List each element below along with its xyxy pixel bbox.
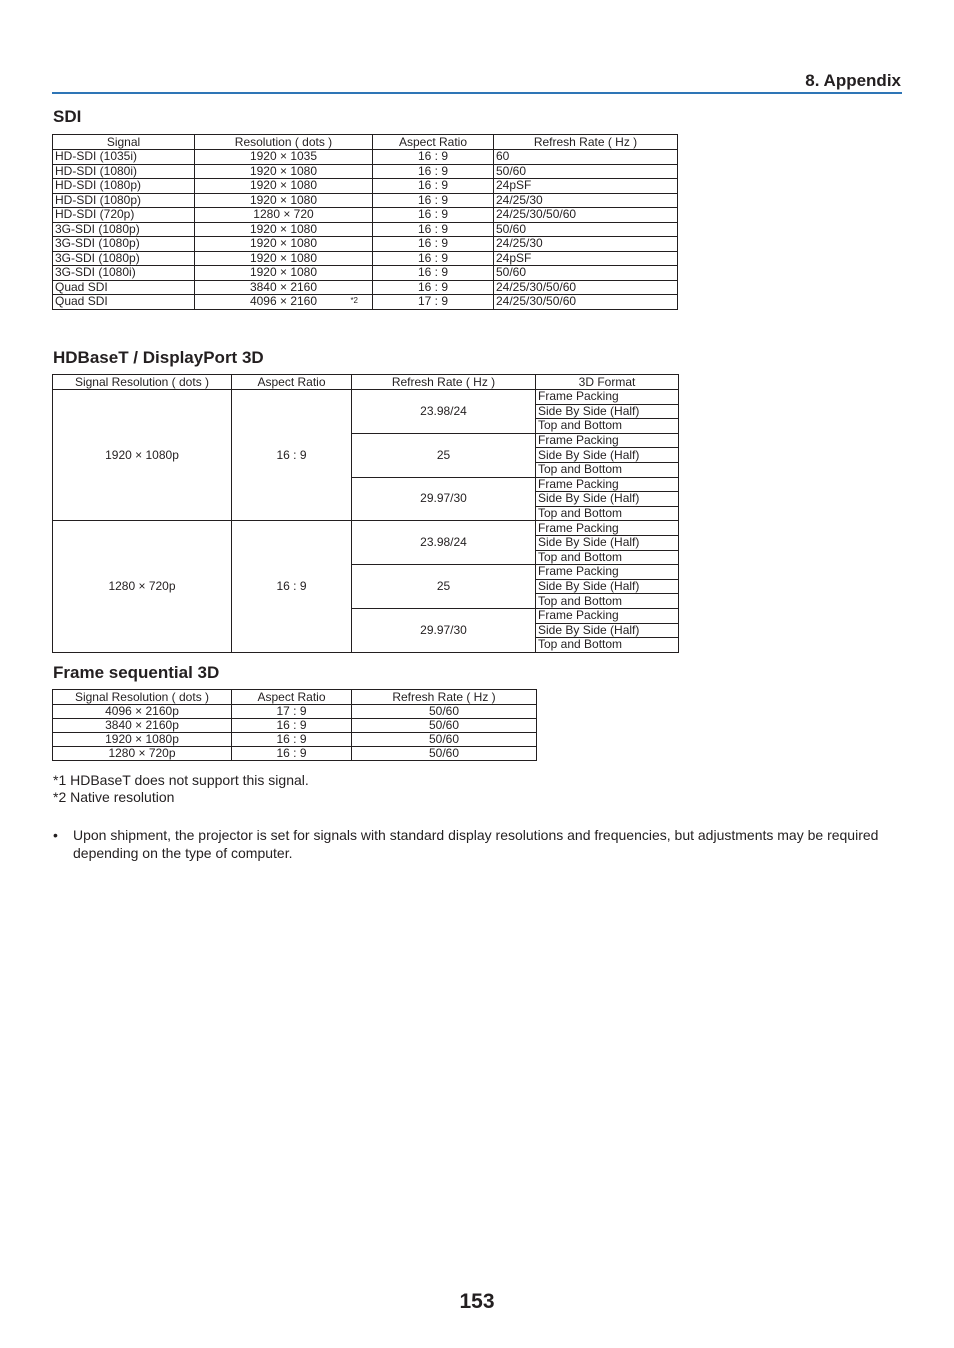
format-cell: Frame Packing [536,477,679,492]
refresh-cell: 50/60 [494,164,678,179]
format-cell: Side By Side (Half) [536,492,679,507]
format-cell: Side By Side (Half) [536,448,679,463]
aspect-cell: 16 : 9 [232,390,352,521]
resolution-value: 1920 × 1080 [249,164,318,178]
hdbaset-col-refresh: Refresh Rate ( Hz ) [352,375,536,390]
aspect-cell: 16 : 9 [373,251,494,266]
table-row [53,222,678,237]
table-row [53,179,678,194]
sdi-col-resolution: Resolution ( dots ) [195,135,373,150]
resolution-value: 1920 × 1080 [249,178,318,193]
refresh-cell: 23.98/24 [352,521,536,565]
table-row [53,719,537,733]
signal-cell: Quad SDI [53,280,195,295]
table-row [53,237,678,252]
signal-cell: HD-SDI (720p) [53,208,195,223]
refresh-cell: 24/25/30/50/60 [494,208,678,223]
format-cell: Side By Side (Half) [536,404,679,419]
refresh-cell: 50/60 [494,222,678,237]
bullet-icon: • [53,827,58,843]
hdbaset-col-aspect: Aspect Ratio [232,375,352,390]
aspect-cell: 16 : 9 [232,521,352,652]
signal-cell: HD-SDI (1080p) [53,179,195,194]
resolution-value: 1280 × 720 [253,207,314,222]
table-row [53,705,537,719]
aspect-cell: 16 : 9 [373,193,494,208]
refresh-cell: 25 [352,565,536,609]
table-row [53,164,678,179]
header-rule [52,92,902,94]
format-cell: Frame Packing [536,608,679,623]
resolution-cell [195,208,373,223]
sdi-section-title: SDI [53,107,82,126]
footnote-2: *2 Native resolution [53,789,175,805]
aspect-cell: 16 : 9 [232,733,352,747]
table-row [53,295,678,310]
resolution-value: 1920 × 1080 [249,265,318,280]
resolution-cell [195,150,373,165]
refresh-cell: 50/60 [352,733,537,747]
table-row [53,521,679,536]
table-row [53,390,679,405]
sdi-table [52,134,678,310]
signal-cell: 3G-SDI (1080p) [53,222,195,237]
aspect-cell: 16 : 9 [373,237,494,252]
aspect-cell: 16 : 9 [232,747,352,761]
format-cell: Top and Bottom [536,419,679,434]
table-row [53,208,678,223]
resolution-cell [195,251,373,266]
format-cell: Top and Bottom [536,594,679,609]
signal-cell: 3G-SDI (1080p) [53,251,195,266]
resolution-cell: 4096 × 2160p [53,705,232,719]
aspect-cell: 17 : 9 [232,705,352,719]
frame-seq-col-aspect: Aspect Ratio [232,690,352,705]
format-cell: Side By Side (Half) [536,623,679,638]
format-cell: Top and Bottom [536,462,679,477]
sdi-header-row [53,135,678,150]
sdi-col-aspect: Aspect Ratio [373,135,494,150]
format-cell: Frame Packing [536,390,679,405]
refresh-cell: 23.98/24 [352,390,536,434]
refresh-cell: 50/60 [352,705,537,719]
aspect-cell: 16 : 9 [373,179,494,194]
refresh-cell: 29.97/30 [352,477,536,521]
footnotes [53,772,309,806]
hdbaset-col-resolution: Signal Resolution ( dots ) [53,375,232,390]
signal-cell: Quad SDI [53,295,195,310]
refresh-cell: 24/25/30 [494,193,678,208]
resolution-cell: 1280 × 720p [53,521,232,652]
hdbaset-header-row [53,375,679,390]
hdbaset-table [52,374,679,653]
table-row [53,193,678,208]
refresh-cell: 50/60 [494,266,678,281]
resolution-cell [195,266,373,281]
signal-cell: 3G-SDI (1080i) [53,266,195,281]
signal-cell: HD-SDI (1080i) [53,164,195,179]
format-cell: Frame Packing [536,565,679,580]
signal-cell: 3G-SDI (1080p) [53,237,195,252]
signal-cell: HD-SDI (1080p) [53,193,195,208]
refresh-cell: 25 [352,433,536,477]
refresh-cell: 50/60 [352,747,537,761]
aspect-cell: 16 : 9 [373,280,494,295]
format-cell: Top and Bottom [536,550,679,565]
resolution-cell [195,179,373,194]
resolution-cell: 1920 × 1080p [53,390,232,521]
refresh-cell: 24/25/30/50/60 [494,280,678,295]
resolution-cell [195,280,373,295]
refresh-cell: 24pSF [494,179,678,194]
signal-cell: HD-SDI (1035i) [53,150,195,165]
format-cell: Frame Packing [536,521,679,536]
aspect-cell: 16 : 9 [373,208,494,223]
format-cell: Side By Side (Half) [536,579,679,594]
refresh-cell: 50/60 [352,719,537,733]
resolution-value: 1920 × 1080 [249,251,318,265]
resolution-cell [195,193,373,208]
resolution-value: 1920 × 1080 [249,222,318,236]
resolution-cell: 3840 × 2160p [53,719,232,733]
page-number: 153 [459,1290,495,1313]
frame-seq-col-refresh: Refresh Rate ( Hz ) [352,690,537,705]
resolution-value: 1920 × 1080 [249,236,318,251]
refresh-cell: 24/25/30/50/60 [494,295,678,310]
table-row [53,733,537,747]
resolution-cell: 1280 × 720p [53,747,232,761]
footnote-marker: *2 [350,296,358,305]
format-cell: Frame Packing [536,433,679,448]
aspect-cell: 16 : 9 [373,266,494,281]
resolution-cell [195,222,373,237]
sdi-col-refresh: Refresh Rate ( Hz ) [494,135,678,150]
bullet-note [53,826,903,862]
resolution-cell [195,295,373,310]
sdi-col-signal: Signal [53,135,195,150]
refresh-cell: 29.97/30 [352,608,536,652]
aspect-cell: 16 : 9 [373,222,494,237]
table-row [53,280,678,295]
refresh-cell: 24pSF [494,251,678,266]
frame-seq-section-title: Frame sequential 3D [53,663,220,682]
resolution-value: 1920 × 1080 [249,193,318,207]
resolution-cell: 1920 × 1080p [53,733,232,747]
format-cell: Side By Side (Half) [536,535,679,550]
hdbaset-section-title: HDBaseT / DisplayPort 3D [53,348,264,367]
table-row [53,251,678,266]
bullet-text: Upon shipment, the projector is set for signals with standard display resolutions and frequencies, but adjustments may be required depending on the type of computer. [73,827,879,861]
aspect-cell: 16 : 9 [373,164,494,179]
refresh-cell: 24/25/30 [494,237,678,252]
aspect-cell: 16 : 9 [232,719,352,733]
hdbaset-col-format: 3D Format [536,375,679,390]
frame-seq-col-resolution: Signal Resolution ( dots ) [53,690,232,705]
table-row [53,150,678,165]
aspect-cell: 16 : 9 [373,150,494,165]
refresh-cell: 60 [494,150,678,165]
table-row [53,266,678,281]
resolution-value: 3840 × 2160 [249,280,318,294]
resolution-value: 1920 × 1035 [249,149,318,164]
resolution-value: 4096 × 2160 [249,294,318,309]
resolution-cell [195,237,373,252]
page-header-title: 8. Appendix [805,71,901,90]
table-row [53,747,537,761]
frame-seq-header-row [53,690,537,705]
format-cell: Top and Bottom [536,638,679,653]
footnote-1: *1 HDBaseT does not support this signal. [53,772,309,788]
resolution-cell [195,164,373,179]
format-cell: Top and Bottom [536,506,679,521]
aspect-cell: 17 : 9 [373,295,494,310]
frame-seq-table [52,689,537,761]
